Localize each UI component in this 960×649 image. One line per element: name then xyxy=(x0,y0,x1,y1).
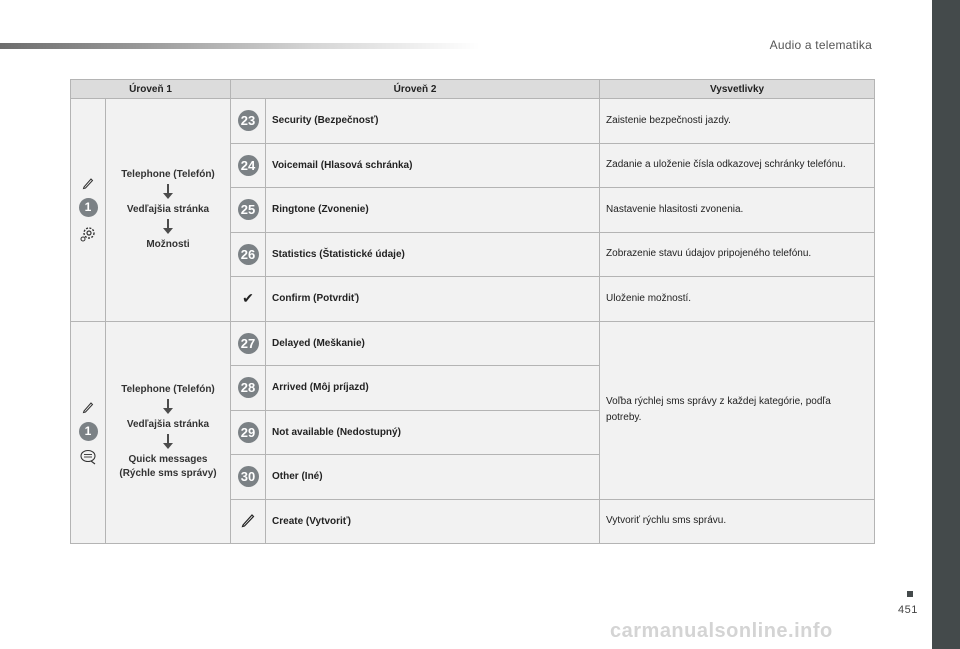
menu-table xyxy=(70,79,875,544)
table-row xyxy=(71,321,875,366)
arrow-down-icon xyxy=(163,434,173,450)
option-label: Other (Iné) xyxy=(266,455,600,500)
badge-cell xyxy=(231,143,266,188)
option-description: Zaistenie bezpečnosti jazdy. xyxy=(600,99,875,144)
page-number: 451 xyxy=(898,604,918,616)
level1-icons-cell xyxy=(71,99,106,322)
page-edge-tab xyxy=(932,0,960,649)
number-badge: 29 xyxy=(238,422,259,443)
path-step: Vedľajšia stránka xyxy=(126,419,210,431)
pen-icon xyxy=(81,176,95,190)
option-description: Voľba rýchlej sms správy z každej kategórie, podľa potreby. xyxy=(600,321,875,499)
badge-cell xyxy=(231,232,266,277)
table-header-row xyxy=(71,80,875,99)
option-label: Confirm (Potvrdiť) xyxy=(266,277,600,322)
option-label: Create (Vytvoriť) xyxy=(266,499,600,544)
pen-icon xyxy=(81,400,95,414)
badge-cell xyxy=(231,277,266,322)
path-step: Možnosti xyxy=(146,238,190,250)
path-step: Quick messages (Rýchle sms správy) xyxy=(119,454,217,480)
message-icon xyxy=(79,449,97,465)
watermark: carmanualsonline.info xyxy=(610,620,833,642)
level1-path-cell xyxy=(106,99,231,322)
level-badge: 1 xyxy=(79,198,98,217)
section-title: Audio a telematika xyxy=(769,38,872,52)
header-rule xyxy=(0,43,480,49)
option-label: Ringtone (Zvonenie) xyxy=(266,188,600,233)
option-description: Vytvoriť rýchlu sms správu. xyxy=(600,499,875,544)
arrow-down-icon xyxy=(163,399,173,415)
path-step: Telephone (Telefón) xyxy=(121,384,215,396)
path-step: Telephone (Telefón) xyxy=(121,168,215,180)
level-badge: 1 xyxy=(79,422,98,441)
column-header-level2: Úroveň 2 xyxy=(231,80,600,99)
number-badge: 27 xyxy=(238,333,259,354)
option-description: Nastavenie hlasitosti zvonenia. xyxy=(600,188,875,233)
table-row xyxy=(71,99,875,144)
option-label: Security (Bezpečnosť) xyxy=(266,99,600,144)
option-label: Voicemail (Hlasová schránka) xyxy=(266,143,600,188)
option-label: Not available (Nedostupný) xyxy=(266,410,600,455)
option-label: Delayed (Meškanie) xyxy=(266,321,600,366)
level1-icons-cell xyxy=(71,321,106,544)
arrow-down-icon xyxy=(163,184,173,200)
badge-cell xyxy=(231,99,266,144)
pen-icon xyxy=(240,512,256,528)
column-header-level1: Úroveň 1 xyxy=(71,80,231,99)
number-badge: 25 xyxy=(238,199,259,220)
checkmark-icon: ✔ xyxy=(242,290,254,307)
option-description: Zadanie a uloženie čísla odkazovej schránky telefónu. xyxy=(600,143,875,188)
number-badge: 30 xyxy=(238,466,259,487)
option-label: Arrived (Môj príjazd) xyxy=(266,366,600,411)
number-badge: 24 xyxy=(238,155,259,176)
option-label: Statistics (Štatistické údaje) xyxy=(266,232,600,277)
path-step: Vedľajšia stránka xyxy=(126,203,210,215)
badge-cell xyxy=(231,499,266,544)
number-badge: 28 xyxy=(238,377,259,398)
badge-cell xyxy=(231,455,266,500)
option-description: Uloženie možností. xyxy=(600,277,875,322)
option-description: Zobrazenie stavu údajov pripojeného telefónu. xyxy=(600,232,875,277)
page-marker xyxy=(907,591,913,597)
number-badge: 26 xyxy=(238,244,259,265)
number-badge: 23 xyxy=(238,110,259,131)
level1-path-cell xyxy=(106,321,231,544)
badge-cell xyxy=(231,321,266,366)
arrow-down-icon xyxy=(163,219,173,235)
badge-cell xyxy=(231,188,266,233)
column-header-notes: Vysvetlivky xyxy=(600,80,875,99)
settings-icon xyxy=(79,225,97,243)
badge-cell xyxy=(231,366,266,411)
badge-cell xyxy=(231,410,266,455)
